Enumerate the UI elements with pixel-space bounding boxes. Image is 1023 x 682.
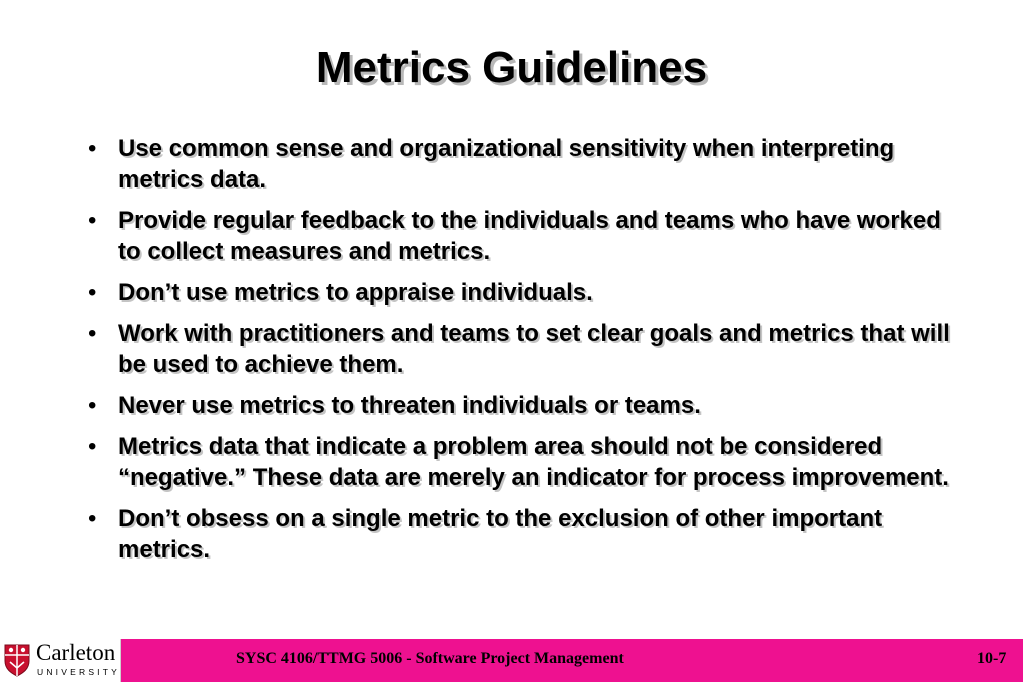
bullet-marker: • — [88, 135, 97, 162]
bullet-item — [88, 133, 968, 195]
bullet-item — [88, 431, 968, 493]
bullet-item — [88, 205, 968, 267]
bullet-marker: • — [88, 392, 97, 419]
logo-subtitle: UNIVERSITY — [37, 667, 121, 677]
page-number: 10-7 — [977, 650, 1007, 667]
bullet-text: Never use metrics to threaten individuals or teams. — [118, 392, 701, 419]
bullet-marker: • — [88, 505, 97, 532]
bullet-item — [88, 318, 968, 380]
bullet-marker: • — [88, 320, 97, 347]
shield-icon — [3, 643, 31, 677]
bullet-text: Metrics data that indicate a problem area should not be considered “negative.” These data are merely an indicator for process improvement. — [118, 433, 949, 491]
bullet-marker: • — [88, 207, 97, 234]
bullet-marker: • — [88, 279, 97, 306]
slide-title: Metrics Guidelines — [315, 43, 708, 92]
course-title: SYSC 4106/TTMG 5006 - Software Project Management — [236, 650, 624, 667]
bullet-text: Use common sense and organizational sensitivity when interpreting metrics data. — [118, 135, 895, 193]
bullet-marker: • — [88, 433, 97, 460]
university-logo — [0, 639, 121, 682]
bullet-item — [88, 390, 968, 421]
bullet-text: Provide regular feedback to the individuals and teams who have worked to collect measures and metrics. — [118, 207, 941, 265]
bullet-item — [88, 277, 968, 308]
bullet-item — [88, 503, 968, 565]
bullet-text: Don’t obsess on a single metric to the exclusion of other important metrics. — [118, 505, 883, 563]
bullet-text: Don’t use metrics to appraise individuals. — [118, 279, 593, 306]
bullet-list — [88, 133, 968, 575]
bullet-text: Work with practitioners and teams to set clear goals and metrics that will be used to achieve them. — [118, 320, 950, 378]
logo-name: Carleton — [36, 640, 116, 665]
